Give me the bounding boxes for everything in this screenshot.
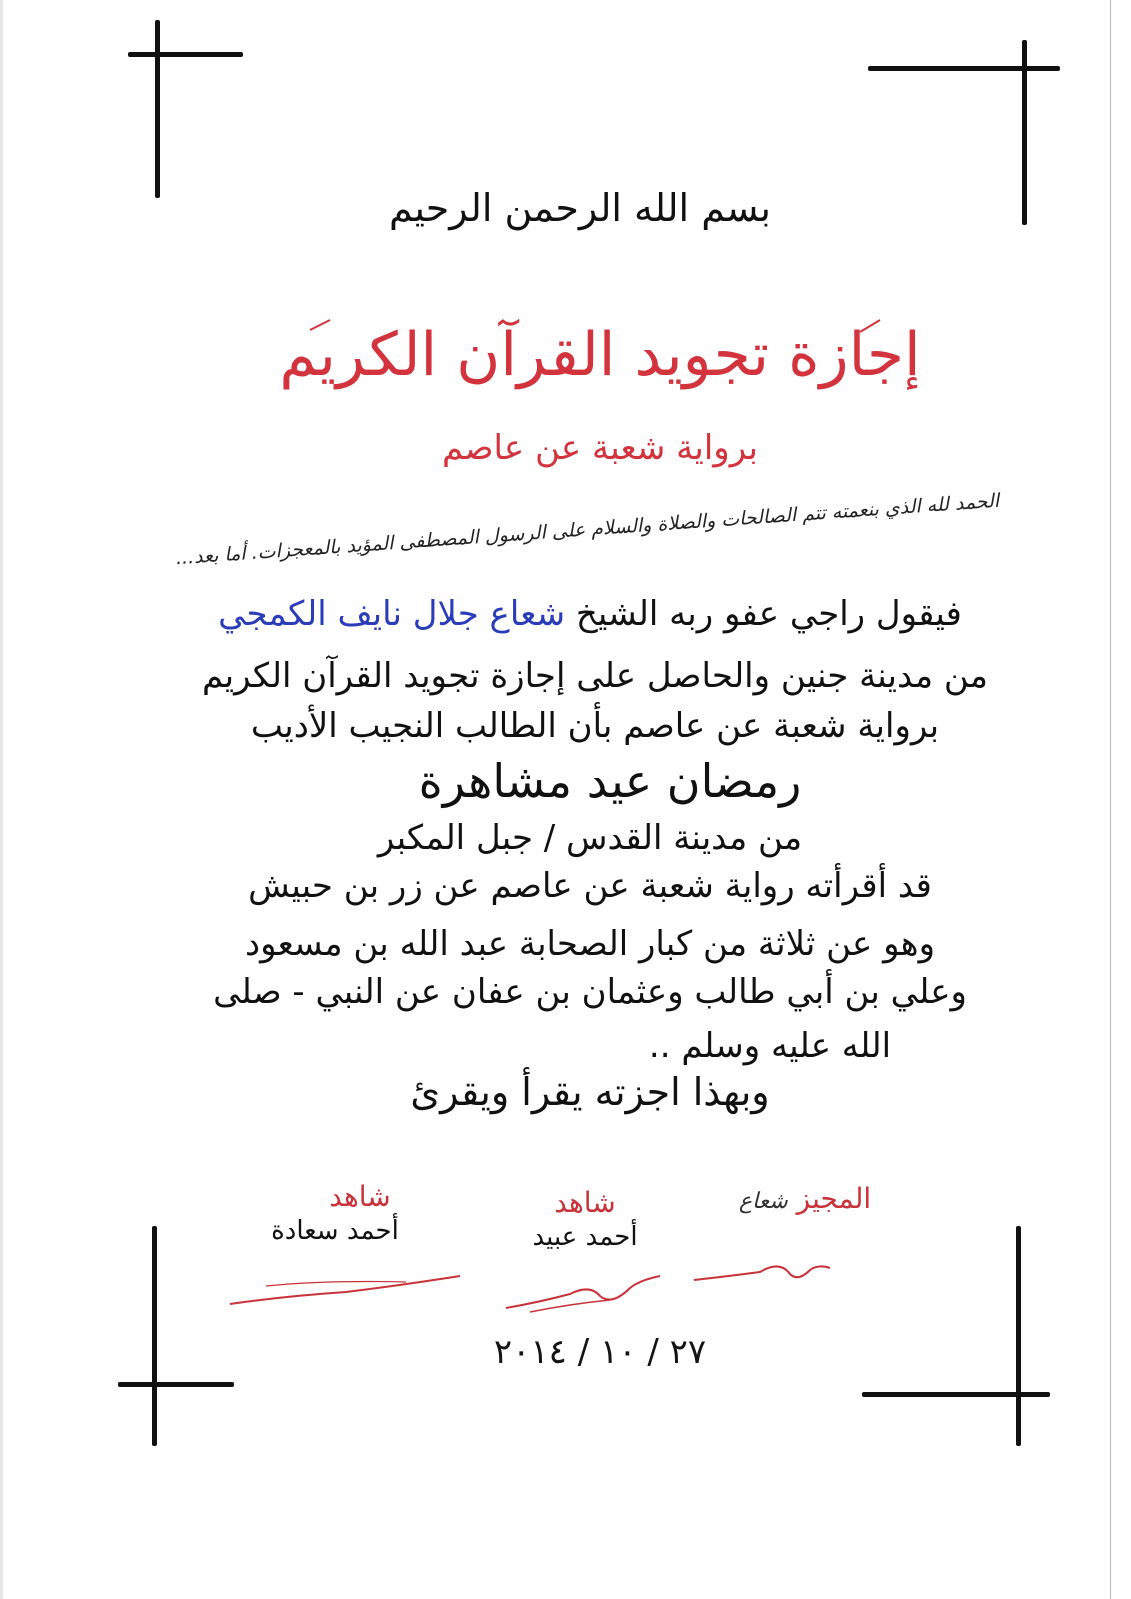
student-name: رمضان عيد مشاهرة: [418, 754, 802, 808]
certificate-subtitle: برواية شعبة عن عاصم: [442, 428, 758, 468]
witness2-role: شاهد: [329, 1180, 391, 1213]
body-line-5: من مدينة القدس / جبل المكبر: [377, 818, 803, 858]
body-line-3: برواية شعبة عن عاصم بأن الطالب النجيب الأديب: [250, 706, 940, 746]
scan-edge-left: [0, 0, 3, 1599]
certificate-date: ٢٧ / ١٠ / ٢٠١٤: [493, 1332, 707, 1372]
title-decoration: [300, 310, 900, 350]
opening-praise: الحمد لله الذي بنعمته تتم الصالحات والصلاة والسلام على الرسول المصطفى المؤيد بالمعجزات. أما بعد...: [175, 489, 1000, 570]
body-line-7: وهو عن ثلاثة من كبار الصحابة عبد الله بن مسعود: [244, 924, 936, 964]
body-line-2: من مدينة جنين والحاصل على إجازة تجويد القرآن الكريم: [202, 656, 988, 696]
witness1-name: أحمد عبيد: [532, 1222, 638, 1252]
witness1-role: شاهد: [554, 1186, 616, 1219]
body-line-6: قد أقرأته رواية شعبة عن عاصم عن زر بن حبيش: [248, 866, 932, 906]
line1-prefix: فيقول راجي عفو ربه الشيخ: [575, 594, 962, 634]
witness1-signature-mark: [500, 1264, 670, 1324]
sheikh-role: المجيز: [796, 1182, 872, 1215]
sheikh-full-name: شعاع جلال نايف الكمجي: [218, 594, 566, 634]
body-line-1: [180, 594, 1000, 634]
body-line-9: الله عليه وسلم ..: [648, 1026, 892, 1066]
sheikh-signature-label: [700, 1182, 910, 1215]
sheikh-signature-mark: [690, 1250, 840, 1300]
witness2-signature-mark: [226, 1266, 466, 1316]
sheikh-short-name: شعاع: [738, 1189, 788, 1214]
witness2-name: أحمد سعادة: [271, 1216, 399, 1246]
basmala: بسم الله الرحمن الرحيم: [389, 186, 771, 230]
body-line-8: وعلي بن أبي طالب وعثمان بن عفان عن النبي - صلى: [213, 972, 967, 1012]
certificate-title: إجازة تجويد القرآن الكريم: [279, 320, 921, 390]
scan-edge-right: [1110, 0, 1111, 1599]
body-line-10: وبهذا اجزته يقرأ ويقرئ: [410, 1070, 770, 1114]
